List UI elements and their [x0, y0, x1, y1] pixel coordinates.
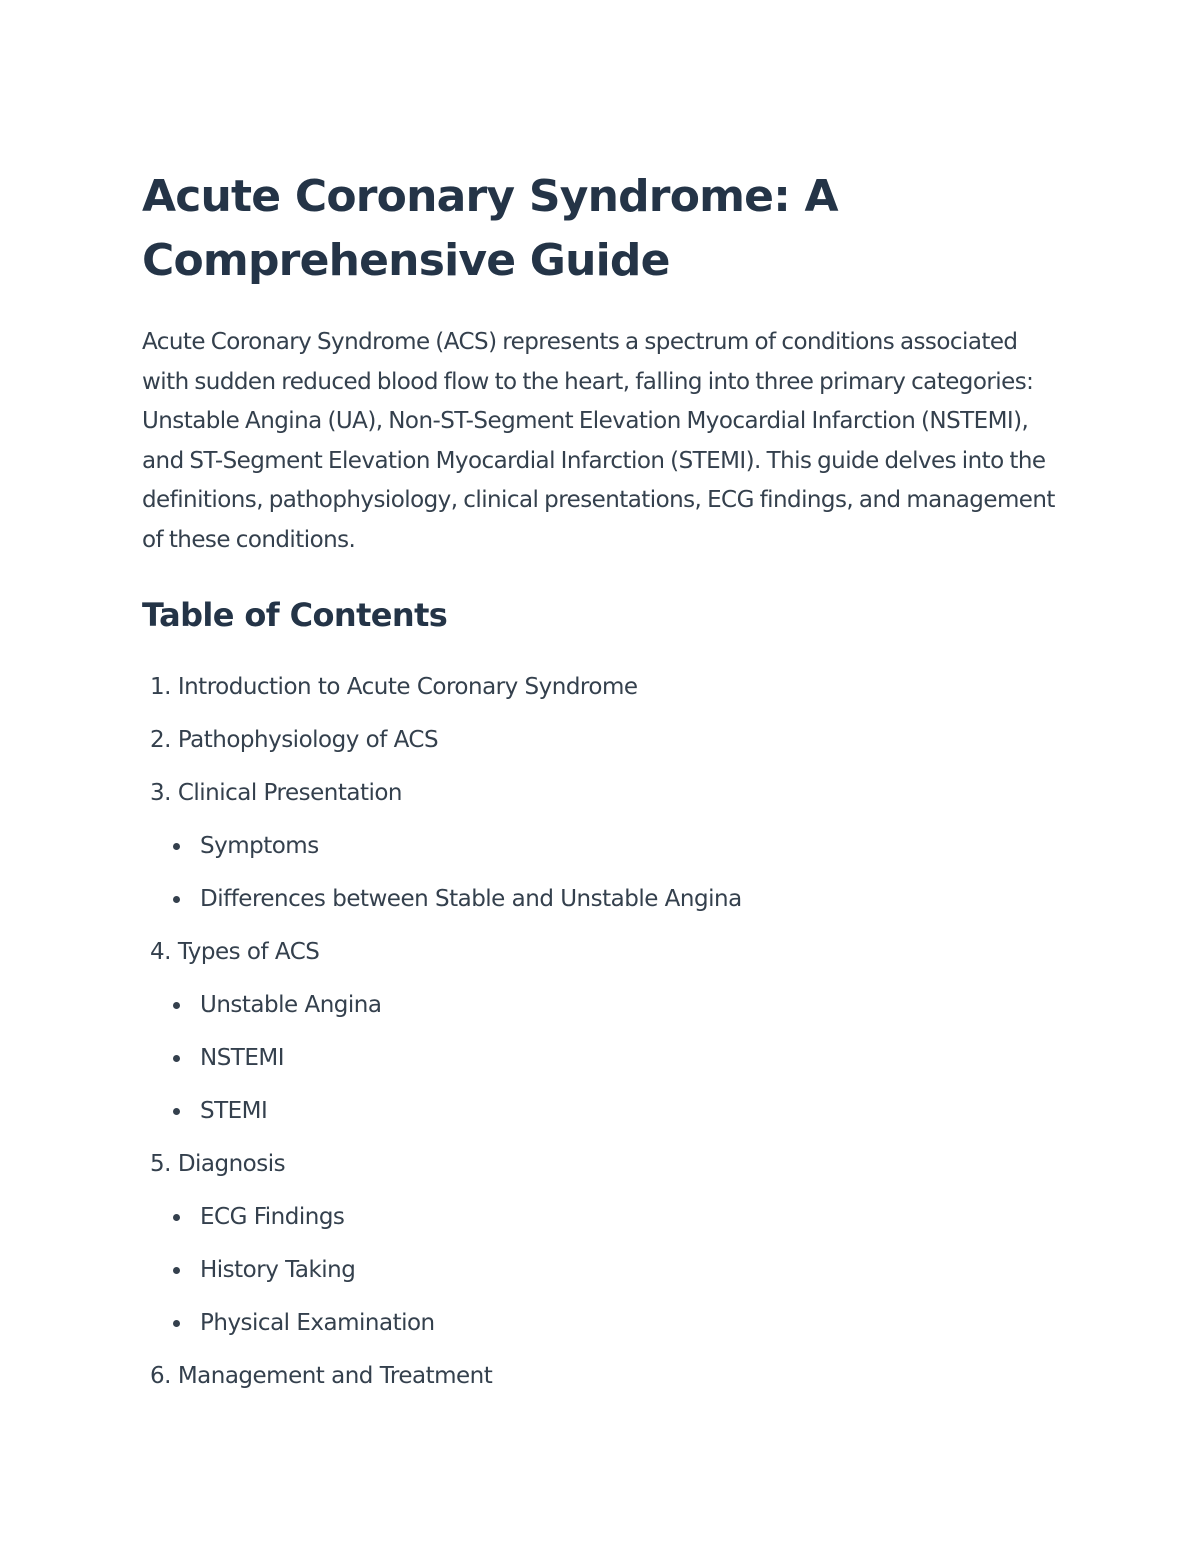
bullet-icon: [173, 1002, 180, 1009]
toc-item-introduction: [142, 661, 1062, 714]
toc-item-label: Clinical Presentation: [177, 779, 403, 806]
toc-subitem-label: NSTEMI: [200, 1044, 285, 1071]
toc-item-label: Management and Treatment: [177, 1362, 493, 1389]
toc-subitem-physical-examination: [142, 1297, 1062, 1350]
toc-item-management: [142, 1350, 1062, 1403]
toc-subitem-nstemi: [142, 1032, 1062, 1085]
toc-subitem-symptoms: [142, 820, 1062, 873]
toc-item-number: 3.: [150, 779, 171, 806]
toc-subitem-label: History Taking: [200, 1256, 356, 1283]
bullet-icon: [173, 1055, 180, 1062]
toc-item-pathophysiology: [142, 714, 1062, 767]
document-title-line1: Acute Coronary Syndrome: A: [142, 171, 838, 222]
toc-item-types-of-acs: [142, 926, 1062, 1138]
document-title-line2: Comprehensive Guide: [142, 235, 670, 286]
toc-list: [142, 661, 1062, 1403]
toc-item-number: 6.: [150, 1362, 171, 1389]
toc-subitem-label: STEMI: [200, 1097, 268, 1124]
bullet-icon: [173, 1320, 180, 1327]
intro-paragraph: Acute Coronary Syndrome (ACS) represents a spectrum of conditions associated with sudden reduced blood flow to the heart, falling into three primary categories: Unstable Angina (UA), Non-ST-Segment Elevation Myocardial Infarction (NSTEMI), and ST-Segment Elevation Myocardial Infarction (STEMI). This guide delves into the definitions, pathophysiology, clinical presentations, ECG findings, and management of these conditions.: [142, 329, 1055, 553]
toc-heading: Table of Contents: [142, 595, 448, 634]
toc-item-diagnosis: [142, 1138, 1062, 1350]
toc-subitem-label: Unstable Angina: [200, 991, 382, 1018]
document-title: [142, 165, 1062, 293]
toc-sublist: [142, 1191, 1062, 1350]
toc-item-clinical-presentation: [142, 767, 1062, 926]
toc-subitem-label: Symptoms: [200, 832, 319, 859]
bullet-icon: [173, 1214, 180, 1221]
toc-item-number: 4.: [150, 938, 171, 965]
toc-subitem-ecg-findings: [142, 1191, 1062, 1244]
toc-subitem-label: Physical Examination: [200, 1309, 435, 1336]
document-page: [142, 165, 1062, 1403]
toc-item-label: Introduction to Acute Coronary Syndrome: [177, 673, 638, 700]
toc-item-number: 1.: [150, 673, 171, 700]
toc-item-label: Diagnosis: [177, 1150, 286, 1177]
toc-subitem-label: ECG Findings: [200, 1203, 345, 1230]
toc-subitem-stemi: [142, 1085, 1062, 1138]
toc-sublist: [142, 820, 1062, 926]
bullet-icon: [173, 1108, 180, 1115]
toc-subitem-history-taking: [142, 1244, 1062, 1297]
toc-item-number: 5.: [150, 1150, 171, 1177]
bullet-icon: [173, 1267, 180, 1274]
toc-subitem-unstable-angina: [142, 979, 1062, 1032]
toc-item-label: Types of ACS: [177, 938, 320, 965]
toc-item-label: Pathophysiology of ACS: [177, 726, 439, 753]
bullet-icon: [173, 843, 180, 850]
toc-subitem-label: Differences between Stable and Unstable Angina: [200, 885, 742, 912]
bullet-icon: [173, 896, 180, 903]
toc-sublist: [142, 979, 1062, 1138]
toc-item-number: 2.: [150, 726, 171, 753]
toc-subitem-angina-differences: [142, 873, 1062, 926]
